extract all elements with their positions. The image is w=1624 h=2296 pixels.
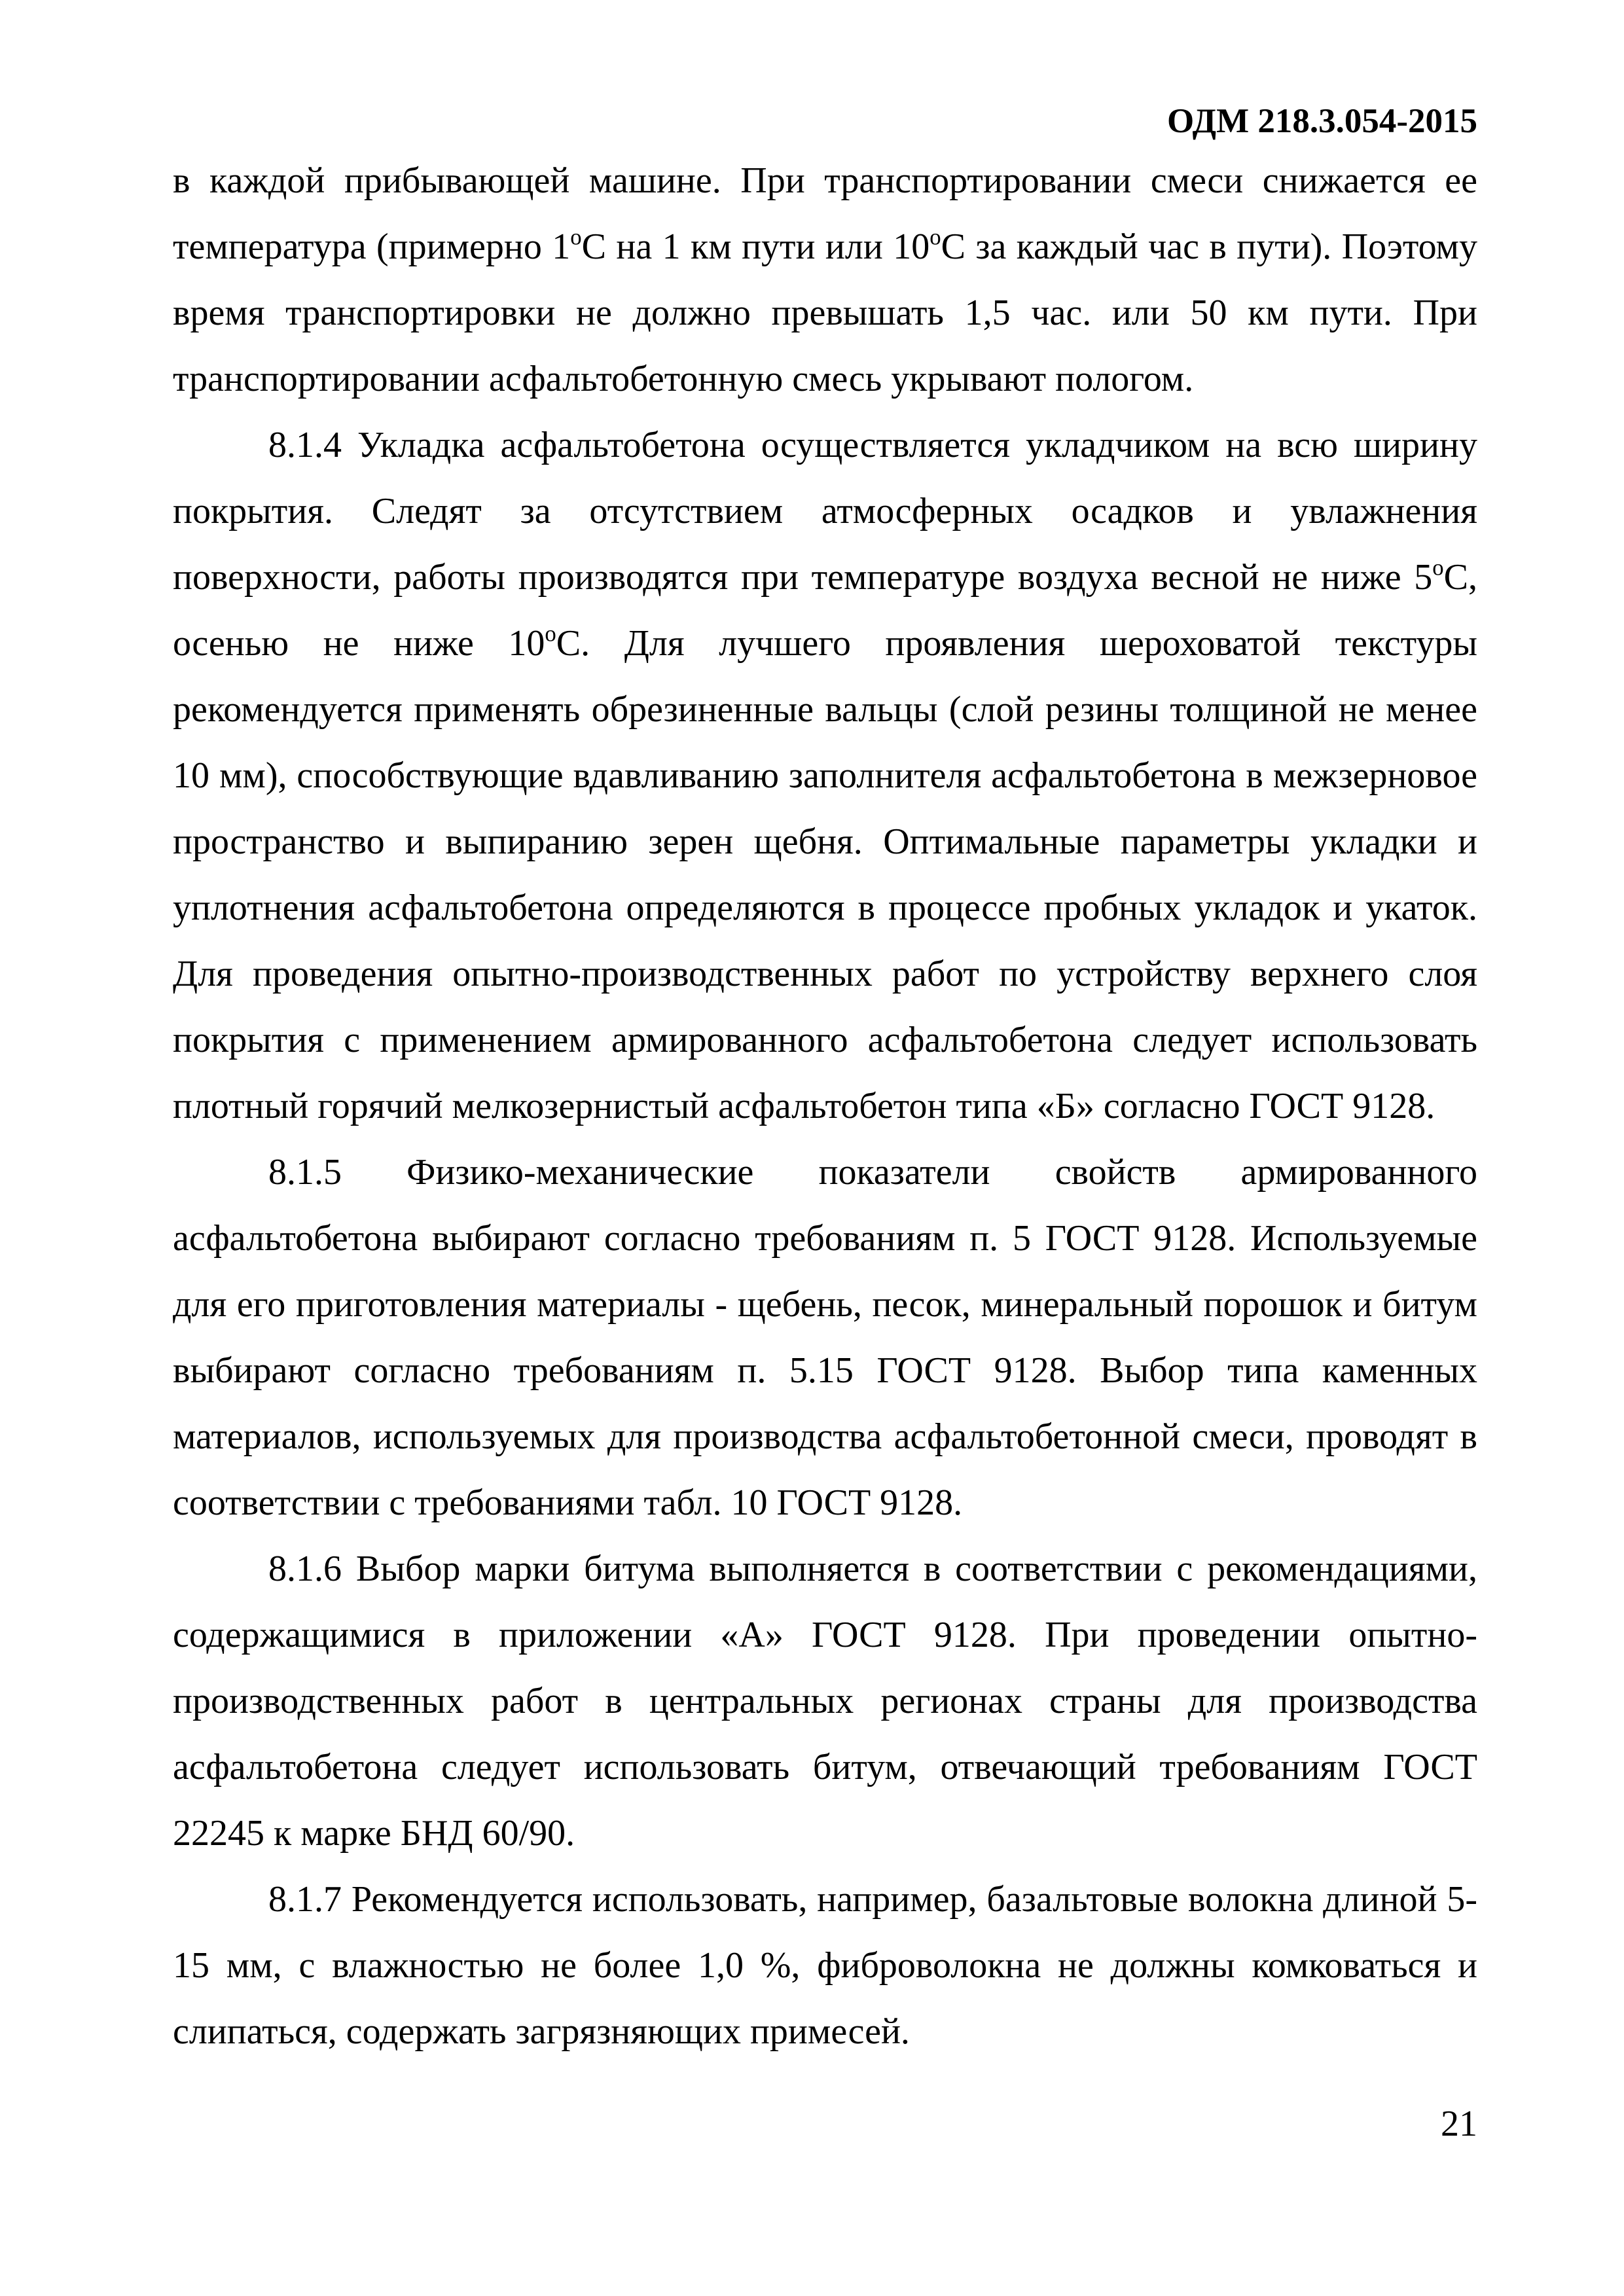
- paragraph-text: С. Для лучшего проявления шероховатой текстуры рекомендуется применять обрезиненные вальцы (слой резины толщиной не менее 10 мм), способствующие вдавливанию заполнителя асфальтобетона в межзерновое пространство и выпиранию зерен щебня. Оптимальные параметры укладки и уплотнения асфальтобетона определяются в процессе пробных укладок и укаток. Для проведения опытно-производственных работ по устройству верхнего слоя покрытия с применением армированного асфальтобетона следует использовать плотный горячий мелкозернистый асфальтобетон типа «Б» согласно ГОСТ 9128.: [173, 623, 1478, 1126]
- paragraph-text: С за каждый час в пути). Поэтому время транспортировки не должно превышать 1,5 час. или 50 км пути. При транспортировании асфальтобетонную смесь укрывают пологом.: [173, 226, 1477, 399]
- paragraph-text: С на 1 км пути или 10: [581, 226, 930, 267]
- paragraph-8-1-6: 8.1.6 Выбор марки битума выполняется в соответствии с рекомендациями, содержащимися в приложении «А» ГОСТ 9128. При проведении опытно-производственных работ в центральных регионах страны для производства асфальтобетона следует использовать битум, отвечающий требованиям ГОСТ 22245 к марке БНД 60/90.: [173, 1549, 1477, 1854]
- degree-superscript: o: [929, 224, 941, 250]
- degree-superscript: o: [570, 224, 582, 250]
- paragraph-text: в каждой прибывающей машине. При транспортировании смеси снижается ее температура (примерно 1: [173, 160, 1477, 267]
- paragraph-8-1-5: 8.1.5 Физико-механические показатели свойств армированного асфальтобетона выбирают согласно требованиям п. 5 ГОСТ 9128. Используемые для его приготовления материалы - щебень, песок, минеральный порошок и битум выбирают согласно требованиям п. 5.15 ГОСТ 9128. Выбор типа каменных материалов, используемых для производства асфальтобетонной смеси, проводят в соответствии с требованиями табл. 10 ГОСТ 9128.: [173, 1152, 1477, 1523]
- paragraph-text: 8.1.4 Укладка асфальтобетона осуществляется укладчиком на всю ширину покрытия. Следят за отсутствием атмосферных осадков и увлажнения поверхности, работы производятся при температуре воздуха весной не ниже 5: [173, 425, 1477, 598]
- degree-superscript: o: [545, 620, 556, 647]
- paragraph-8-1-4: [173, 412, 1477, 1139]
- document-body: [173, 148, 1477, 2065]
- degree-superscript: o: [1432, 554, 1444, 581]
- document-code-header: ОДМ 218.3.054-2015: [1167, 102, 1477, 140]
- paragraph-8-1-7: 8.1.7 Рекомендуется использовать, например, базальтовые волокна длиной 5-15 мм, с влажностью не более 1,0 %, фиброволокна не должны комковаться и слипаться, содержать загрязняющих примесей.: [173, 1879, 1477, 2052]
- page-number: 21: [1441, 2104, 1477, 2144]
- paragraph-transport-continuation: [173, 148, 1477, 412]
- paragraph-text: С, осенью не ниже 10: [173, 557, 1477, 664]
